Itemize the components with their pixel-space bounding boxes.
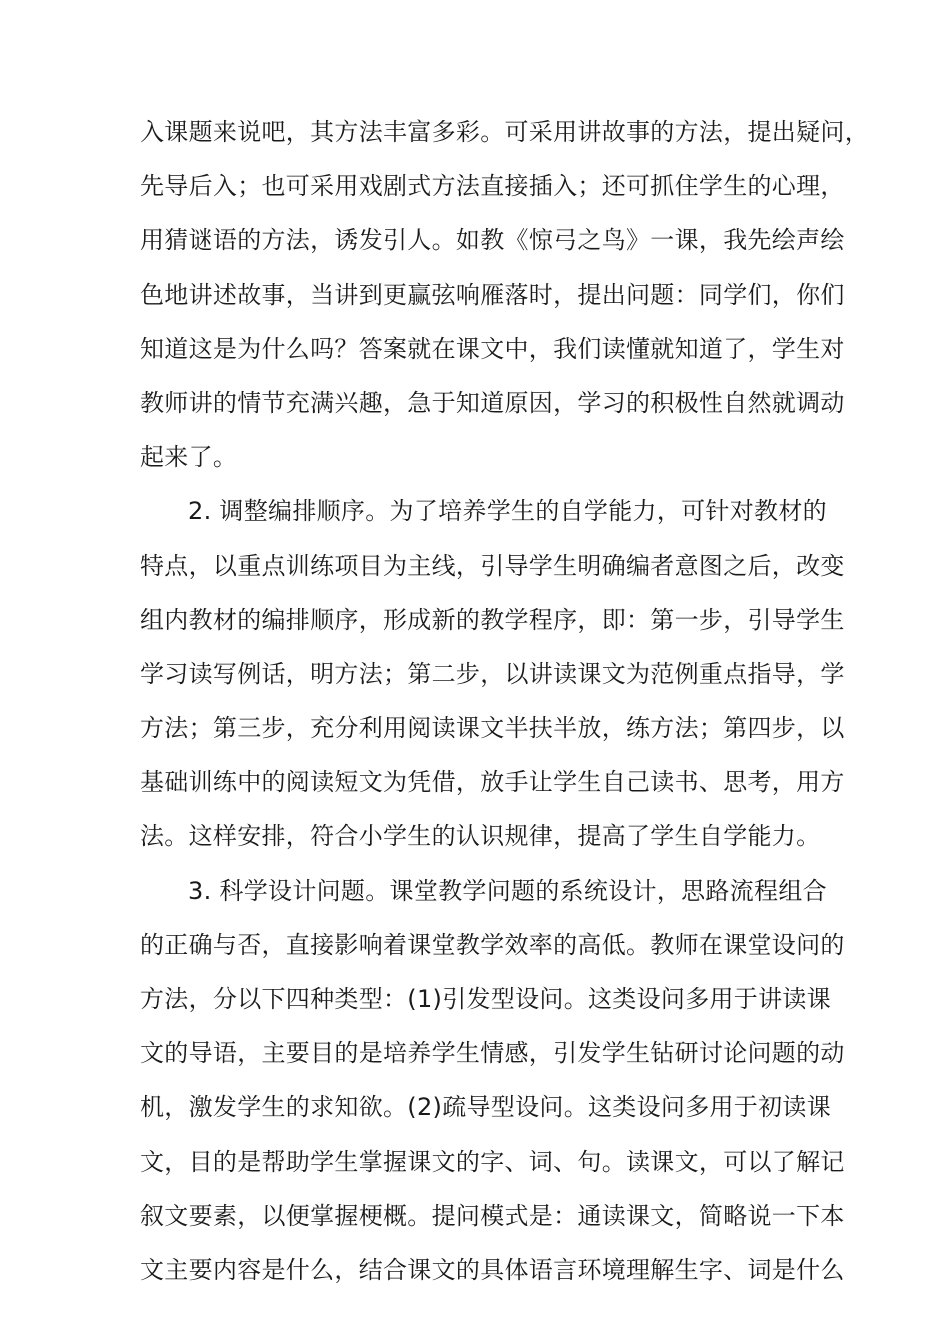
text-line: 方法；第三步，充分利用阅读课文半扶半放，练方法；第四步，以: [140, 714, 845, 743]
paragraph-3-first-line: 3. 科学设计问题。课堂教学问题的系统设计，思路流程组合: [188, 876, 827, 905]
text-line: 叙文要素，以便掌握梗概。提问模式是：通读课文，简略说一下本: [140, 1201, 845, 1230]
text-line: 先导后入；也可采用戏剧式方法直接插入；还可抓住学生的心理，: [140, 172, 845, 201]
text-line: 入课题来说吧，其方法丰富多彩。可采用讲故事的方法，提出疑问，: [140, 118, 869, 146]
text-line: 特点，以重点训练项目为主线，引导学生明确编者意图之后，改变: [140, 551, 845, 580]
document-body: [140, 105, 869, 1297]
text-line: 法。这样安排，符合小学生的认识规律，提高了学生自学能力。: [140, 822, 821, 851]
text-line: 色地讲述故事，当讲到更赢弦响雁落时，提出问题：同学们，你们: [140, 280, 845, 309]
text-line: 文的导语，主要目的是培养学生情感，引发学生钻研讨论问题的动: [140, 1039, 845, 1068]
text-line: 文主要内容是什么，结合课文的具体语言环境理解生字、词是什么: [140, 1255, 845, 1284]
text-line: 教师讲的情节充满兴趣，急于知道原因，学习的积极性自然就调动: [140, 388, 845, 417]
text-line: 组内教材的编排顺序，形成新的教学程序，即：第一步，引导学生: [140, 605, 845, 634]
text-line: 机，激发学生的求知欲。(2)疏导型设问。这类设问多用于初读课: [140, 1093, 831, 1122]
text-line: 起来了。: [140, 443, 238, 472]
text-line: 的正确与否，直接影响着课堂教学效率的高低。教师在课堂设问的: [140, 930, 845, 959]
text-line: 知道这是为什么吗？答案就在课文中，我们读懂就知道了，学生对: [140, 334, 845, 363]
paragraph-2-first-line: 2. 调整编排顺序。为了培养学生的自学能力，可针对教材的: [188, 497, 827, 526]
text-line: 用猜谜语的方法，诱发引人。如教《惊弓之鸟》一课，我先绘声绘: [140, 226, 845, 255]
text-line: 方法，分以下四种类型：(1)引发型设问。这类设问多用于讲读课: [140, 985, 831, 1013]
text-line: 学习读写例话，明方法；第二步，以讲读课文为范例重点指导，学: [140, 659, 845, 688]
text-line: 基础训练中的阅读短文为凭借，放手让学生自己读书、思考，用方: [140, 768, 845, 797]
text-line: 文，目的是帮助学生掌握课文的字、词、句。读课文，可以了解记: [140, 1147, 845, 1176]
